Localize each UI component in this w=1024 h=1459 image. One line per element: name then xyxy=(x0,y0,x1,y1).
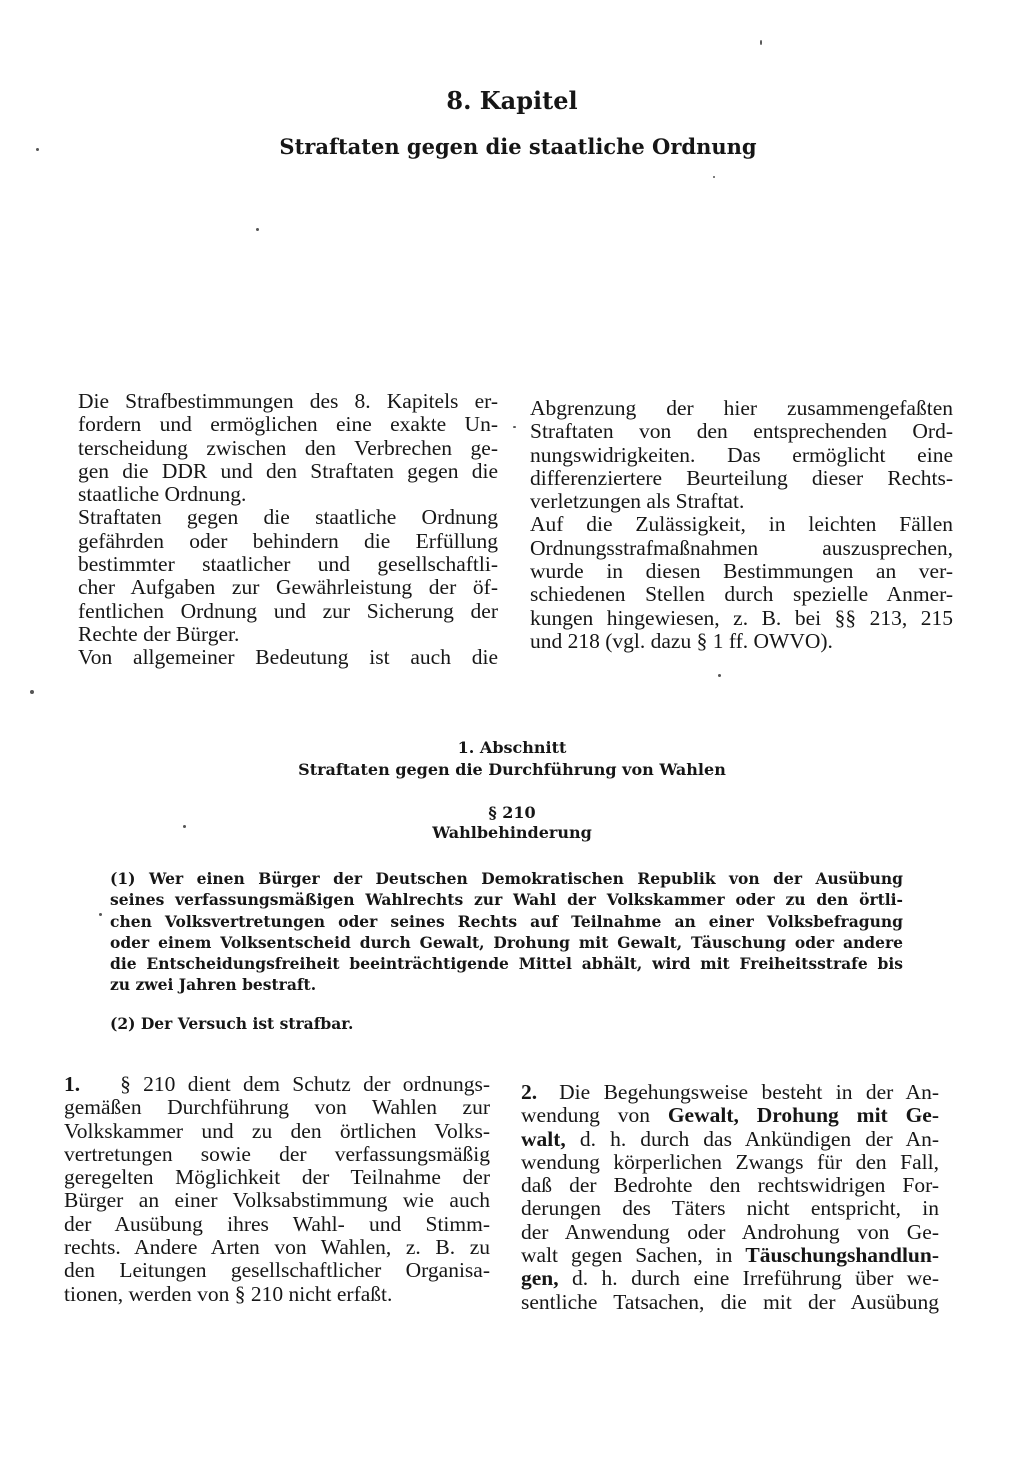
text-line xyxy=(521,1267,939,1290)
commentary-number: 1. xyxy=(64,1072,81,1096)
text-line: nungswidrigkeiten. Das ermöglicht eine xyxy=(530,442,953,467)
text-line: tionen, werden von § 210 nicht erfaßt. xyxy=(64,1281,393,1306)
scan-speck xyxy=(183,825,186,828)
scan-speck xyxy=(99,913,102,916)
text-line: differenziertere Beurteilung dieser Rechts- xyxy=(530,465,953,490)
text-line xyxy=(521,1128,939,1151)
text-line: Bürger an einer Volksabstimmung wie auch xyxy=(64,1188,490,1213)
text-fragment: wendung von xyxy=(521,1103,668,1128)
text-line: geregelten Möglichkeit der Teilnahme der xyxy=(64,1165,490,1190)
text-line: Von allgemeiner Bedeutung ist auch die xyxy=(78,645,498,670)
text-line: wendung körperlichen Zwangs für den Fall, xyxy=(521,1149,939,1174)
text-line: gefährden oder behindern die Erfüllung xyxy=(78,528,498,553)
text-fragment: walt gegen Sachen, in xyxy=(521,1243,746,1268)
law-line: (2) Der Versuch ist strafbar. xyxy=(110,1014,354,1033)
text-line: Ordnungsstrafmaßnahmen auszusprechen, xyxy=(530,535,953,560)
text-line: Abgrenzung der hier zusammengefaßten xyxy=(530,396,953,420)
commentary-left-column xyxy=(64,1073,490,1306)
chapter-title: Straftaten gegen die staatliche Ordnung xyxy=(279,134,757,159)
text-line: gemäßen Durchführung von Wahlen zur xyxy=(64,1095,490,1120)
text-line: fentlichen Ordnung und zur Sicherung der xyxy=(78,598,498,623)
paragraph-title: Wahlbehinderung xyxy=(432,823,592,842)
scan-speck xyxy=(760,40,762,45)
text-line: Straftaten von den entsprechenden Ord- xyxy=(530,419,953,444)
text-line: wurde in diesen Bestimmungen an ver- xyxy=(530,559,953,584)
law-line: die Entscheidungsfreiheit beeinträchtigende Mittel abhält, wird mit Freiheitsstrafe bis xyxy=(110,954,903,974)
law-line: chen Volksvertretungen oder seines Rechts auf Teilnahme an einer Volksbefragung xyxy=(110,911,903,931)
text-line: kungen hingewiesen, z. B. bei §§ 213, 215 xyxy=(530,605,953,630)
text-line xyxy=(521,1081,939,1104)
scan-speck xyxy=(713,176,715,178)
text-line xyxy=(521,1244,939,1267)
text-line: gen die DDR und den Straftaten gegen die xyxy=(78,458,498,483)
scan-speck xyxy=(513,426,516,428)
text-fragment: Die Begehungsweise besteht in der An- xyxy=(559,1080,939,1104)
section-label: 1. Abschnitt xyxy=(457,738,567,757)
text-line: der Anwendung oder Androhung von Ge- xyxy=(521,1219,939,1244)
scan-speck xyxy=(36,148,39,151)
text-line: und 218 (vgl. dazu § 1 ff. OWVO). xyxy=(530,628,833,653)
section-title: Straftaten gegen die Durchführung von Wahlen xyxy=(298,760,726,779)
emphasis-text: walt, xyxy=(521,1126,566,1151)
text-line: cher Aufgaben zur Gewährleistung der öf- xyxy=(78,575,498,600)
text-line: terscheidung zwischen den Verbrechen ge- xyxy=(78,435,498,460)
scan-speck xyxy=(718,674,721,677)
text-line: fordern und ermöglichen eine exakte Un- xyxy=(78,412,498,437)
chapter-number: 8. Kapitel xyxy=(446,86,578,115)
text-line: Auf die Zulässigkeit, in leichten Fällen xyxy=(530,512,953,537)
text-fragment: d. h. durch das Ankündigen der An- xyxy=(565,1126,939,1151)
commentary-number: 2. xyxy=(521,1080,538,1104)
law-line: zu zwei Jahren bestraft. xyxy=(110,975,317,995)
text-line: staatliche Ordnung. xyxy=(78,482,247,507)
text-line: vertretungen sowie der verfassungsmäßig xyxy=(64,1141,490,1166)
intro-right-column xyxy=(530,397,953,653)
text-line: Rechte der Bürger. xyxy=(78,621,240,646)
text-line: verletzungen als Straftat. xyxy=(530,489,745,514)
text-line: den Leitungen gesellschaftlicher Organisa- xyxy=(64,1258,490,1283)
paragraph-number: § 210 xyxy=(488,803,536,822)
text-fragment: § 210 dient dem Schutz der ordnungs- xyxy=(120,1072,490,1096)
scan-speck xyxy=(256,228,259,231)
intro-left-column xyxy=(78,390,498,670)
law-subsection-1 xyxy=(110,868,903,996)
text-line: bestimmter staatlicher und gesellschaftli- xyxy=(78,552,498,577)
text-line xyxy=(521,1104,939,1127)
emphasis-text: Gewalt, Drohung mit Ge- xyxy=(667,1103,939,1128)
law-line: (1) Wer einen Bürger der Deutschen Demokratischen Republik von der Ausübung xyxy=(110,869,903,888)
text-line: daß der Bedrohte den rechtswidrigen For- xyxy=(521,1173,939,1198)
text-line: sentliche Tatsachen, die mit der Ausübung xyxy=(521,1289,939,1314)
text-line: derungen des Täters nicht entspricht, in xyxy=(521,1196,939,1221)
emphasis-text: Täuschungshandlun- xyxy=(745,1243,939,1268)
text-line: Die Strafbestimmungen des 8. Kapitels er- xyxy=(78,389,498,413)
law-line: seines verfassungsmäßigen Wahlrechts zur Wahl der Volkskammer oder zu den örtli- xyxy=(110,890,903,910)
text-line: der Ausübung ihres Wahl- und Stimm- xyxy=(64,1211,490,1236)
emphasis-text: gen, xyxy=(521,1266,559,1291)
law-subsection-2 xyxy=(110,1013,510,1034)
text-line: Volkskammer und zu den örtlichen Volks- xyxy=(64,1118,490,1143)
text-fragment: d. h. durch eine Irreführung über we- xyxy=(558,1266,939,1291)
text-line: rechts. Andere Arten von Wahlen, z. B. zu xyxy=(64,1235,490,1260)
text-line: Straftaten gegen die staatliche Ordnung xyxy=(78,505,498,530)
commentary-right-column xyxy=(521,1081,939,1314)
scan-speck xyxy=(30,690,34,694)
law-line: oder einem Volksentscheid durch Gewalt, Drohung mit Gewalt, Täuschung oder andere xyxy=(110,932,903,952)
text-line: schiedenen Stellen durch spezielle Anmer- xyxy=(530,582,953,607)
text-line xyxy=(64,1073,490,1096)
